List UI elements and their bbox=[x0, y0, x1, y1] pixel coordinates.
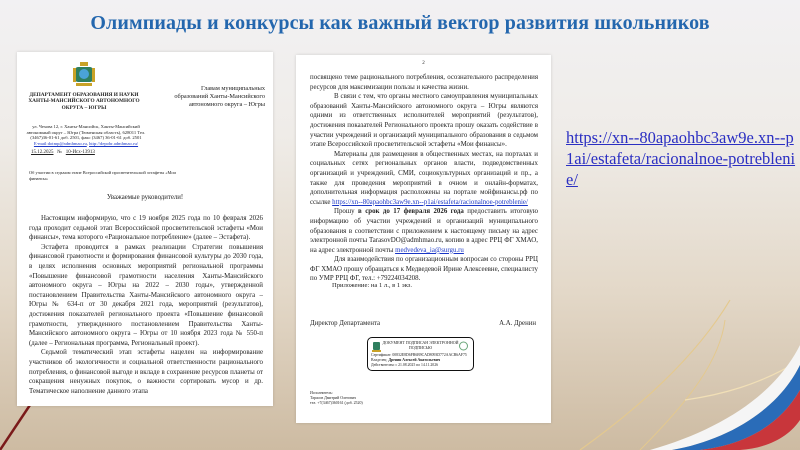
paragraph: посвящено теме рационального потребления, осознательного распределения ресурсов для максимизации пользы и качества жизни. bbox=[310, 74, 538, 91]
executor-name: Тарасов Дмитрий Олегович bbox=[310, 395, 356, 400]
email-link[interactable]: E-mail:dotmp@admhmao.ru bbox=[33, 140, 87, 146]
owner-label: Владелец: bbox=[371, 358, 388, 362]
coat-of-arms-icon bbox=[372, 341, 381, 352]
owner-value: Дренин Алексей Анатольевич bbox=[388, 358, 441, 362]
inline-link[interactable]: https://xn--80apaohbc3aw9e.xn--p1ai/estafeta/racionalnoe-potreblenie/ bbox=[332, 198, 528, 206]
letter-page-1 bbox=[17, 52, 273, 406]
deadline: в срок до 17 февраля 2026 года bbox=[358, 208, 464, 216]
letter-body-page1 bbox=[29, 214, 263, 396]
signature-row bbox=[310, 320, 536, 327]
flag-blue-stripe bbox=[672, 365, 800, 450]
letter-body-page2 bbox=[310, 73, 538, 284]
attachment-note: Приложение: на 1 л., в 1 экз. bbox=[332, 282, 413, 289]
paragraph bbox=[310, 150, 538, 208]
coat-of-arms-icon bbox=[73, 62, 95, 88]
gold-curve-3 bbox=[685, 360, 800, 400]
letter-page-2 bbox=[296, 55, 551, 423]
certificate-label: Сертификат: bbox=[371, 353, 392, 357]
request-text: предоставить итоговую информацию об участии учреждений и организаций муниципального образования в соответствии с приложением к настоящему письму на адрес электронной почты TarasovDO@admhmao.ru, копию в адрес РРЦ ФГ ХМАО, на адрес электронной почты bbox=[310, 208, 538, 254]
salutation: Уважаемые руководители! bbox=[106, 194, 184, 201]
address-text: ул. Чехова 12, г. Ханты-Мансийск, Ханты-Мансийский автономный округ – Югра (Тюменская область), 628011 Тел. (3467)36-01-61 доб. 2501, факс (3467) 36-01-61 доб. 2501 bbox=[26, 124, 146, 141]
letter-date: 15.12.2025 bbox=[31, 150, 54, 155]
signer-name: А.А. Дренин bbox=[499, 320, 536, 327]
email-link[interactable]: medvedeva_ia@surgu.ru bbox=[395, 246, 464, 254]
validity-value: с 21.08.2025 по 14.11.2026 bbox=[395, 363, 438, 367]
signer-title: Директор Департамента bbox=[310, 320, 381, 327]
seal-icon bbox=[459, 341, 468, 352]
electronic-signature-box bbox=[367, 337, 474, 371]
department-name: ДЕПАРТАМЕНТ ОБРАЗОВАНИЯ И НАУКИ ХАНТЫ-МАНСИЙСКОГО АВТОНОМНОГО ОКРУГА – ЮГРЫ bbox=[28, 92, 140, 111]
paragraph: Седьмой тематический этап эстафеты нацелен на информирование участников об экологичности и социальной ответственности рационального потребления, о финансовой выгоде и вкладе в сохранение ресурсов планеты от сокращения ненужных покупок, о важности сортировать мусор и др. Тематическое наполнение данного этапа bbox=[29, 349, 263, 395]
contact-paragraph: Для взаимодействия по организационным вопросам со стороны РРЦ ФГ ХМАО прошу обращаться к Медведевой Ирине Алексеевне, специалисту по УМР РРЦ ФГ, тел.: +79224034208. bbox=[310, 256, 538, 283]
flag-red-stripe bbox=[700, 390, 800, 450]
letter-subject: Об участии в седьмом этапе Всероссийской просветительской эстафеты «Мои финансы» bbox=[29, 170, 176, 181]
letter-number: 10-Исх-13913 bbox=[65, 150, 95, 155]
paragraph: Эстафета проводится в рамках реализации Стратегии повышения финансовой грамотности и формирования финансовой культуры до 2030 года, в целях исполнения основных мероприятий региональной программы «Повышение финансовой грамотности населения Ханты-Мансийского автономного округа – Югры на 2022 – 2030 годы», утвержденной постановлением Правительства Ханты-Мансийского автономного округа – Югры № 634-п от 30 декабря 2021 года, мероприятий (результатов), достижения показателей регионального проекта «Повышение финансовой грамотности, утвержденного постановлением Правительства Ханты-Мансийского автономного округа – Югры от 10 ноября 2023 года № 550-п (далее – Региональная программа, Региональный проект). bbox=[29, 243, 263, 347]
validity-label: Действителен: bbox=[371, 363, 395, 367]
registration-line bbox=[31, 150, 95, 155]
recipient: Главам муниципальных образований Ханты-Мансийского автономного округа – Югры bbox=[174, 85, 265, 109]
department-address: ул. Чехова 12, г. Ханты-Мансийск, Ханты-Мансийский автономный округ – Югра (Тюменская область), 628011 Тел. (3467)36-01-61 доб. 2501, факс (3467) 36-01-61 доб. 2501 E-mail:dotmp@admhmao.ru, http://depobr.admhmao.ru/ bbox=[26, 124, 146, 146]
paragraph-text: Материалы для размещения в общественных местах, на порталах и социальных сетях региональных органов власти, подведомственных организаций и учреждений, СМИ, социокультурных организаций и пр., а также для проведения мероприятий в очном и онлайн-форматах, дополнительная информация расположены на портале мойфинансы.рф по ссылке bbox=[310, 150, 538, 206]
flag-white-stripe bbox=[650, 345, 800, 450]
validity-row bbox=[371, 363, 470, 368]
executor-info bbox=[310, 391, 363, 405]
slide-title: Олимпиады и конкурсы как важный вектор развития школьников bbox=[90, 12, 710, 34]
site-link[interactable]: http://depobr.admhmao.ru/ bbox=[89, 140, 139, 146]
gold-curve-2 bbox=[640, 320, 725, 450]
signature-header: ДОКУМЕНТ ПОДПИСАН ЭЛЕКТРОННОЙ ПОДПИСЬЮ bbox=[382, 340, 459, 350]
number-label: № bbox=[57, 150, 63, 155]
gold-curve-1 bbox=[580, 300, 730, 450]
estafeta-link[interactable]: https://xn--80apaohbc3aw9e.xn--p1ai/estafeta/racionalnoe-potreblenie/ bbox=[566, 128, 796, 189]
request-paragraph bbox=[310, 207, 538, 255]
paragraph: Настоящим информирую, что с 19 ноября 2025 года по 10 февраля 2026 года проходит седьмой этап Всероссийской просветительской эстафеты «Мои финансы», тема которого «Рациональное потребление» (далее – Эстафета). bbox=[29, 215, 263, 242]
executor-phone: тел. +7(3467)360161 (доб. 2520) bbox=[310, 400, 363, 405]
certificate-value: 00832E8D6FB6B9CAD8093D772AACB6AF75 bbox=[392, 353, 467, 357]
request-prefix: Прошу bbox=[334, 208, 355, 216]
executor-label: Исполнитель: bbox=[310, 391, 333, 395]
page-number: 2 bbox=[422, 61, 425, 66]
paragraph: В связи с тем, что органы местного самоуправления муниципальных образований Ханты-Мансийского автономного округа – Югры являются одними из ответственных исполнителей мероприятий (результатов), достижения показателей Регионального проекта прошу оказать содействие в участии учреждений и организаций муниципального образования в седьмом этапе Всероссийской просветительской эстафеты «Мои финансы». bbox=[310, 93, 538, 149]
